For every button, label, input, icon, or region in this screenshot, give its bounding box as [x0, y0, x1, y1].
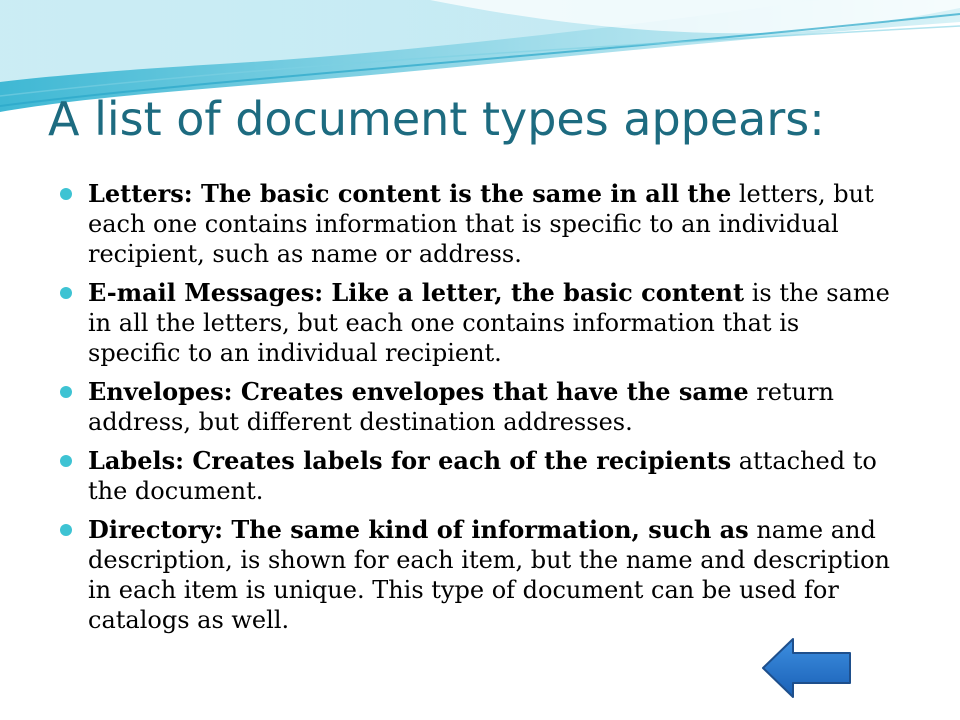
bullet-dot-icon	[60, 188, 72, 200]
bullet-item-directory	[60, 515, 895, 635]
bullet-text: letters, but each one contains information that is specific to an individual recipient, such as name or address.	[88, 180, 874, 268]
bullet-item-letters	[60, 179, 895, 269]
bullet-item-labels	[60, 446, 895, 506]
back-arrow-button[interactable]	[760, 636, 854, 700]
bullet-dot-icon	[60, 386, 72, 398]
bullet-text: name and description, is shown for each item, but the name and description in each item is unique. This type of document can be used for catalogs as well.	[88, 516, 891, 634]
bullet-bold-text: E-mail Messages: Like a letter, the basic content	[88, 278, 745, 307]
bullet-dot-icon	[60, 524, 72, 536]
bullet-bold-text: Letters: The basic content is the same in all the	[88, 179, 732, 208]
left-arrow-icon	[763, 639, 850, 697]
bullet-dot-icon	[60, 287, 72, 299]
bullet-item-envelopes	[60, 377, 895, 437]
bullet-dot-icon	[60, 455, 72, 467]
bullet-text: is the same in all the letters, but each one contains information that is specific to an individual recipient.	[88, 279, 890, 367]
bullet-list	[60, 179, 895, 644]
bullet-bold-text: Labels: Creates labels for each of the recipients	[88, 446, 732, 475]
bullet-item-email-messages	[60, 278, 895, 368]
bullet-bold-text: Envelopes: Creates envelopes that have the same	[88, 377, 749, 406]
bullet-text: attached to the document.	[88, 447, 877, 505]
slide-title: A list of document types appears:	[48, 92, 825, 146]
bullet-bold-text: Directory: The same kind of information, such as	[88, 515, 749, 544]
bullet-text: return address, but different destination addresses.	[88, 378, 834, 436]
